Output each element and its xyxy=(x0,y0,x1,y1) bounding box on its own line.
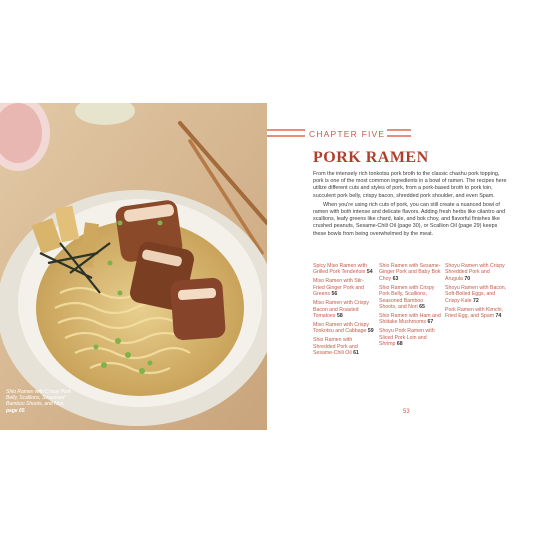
recipe-name: Shio Ramen with Ham and Shiitake Mushrooms xyxy=(379,313,441,326)
recipe-entry xyxy=(379,328,441,347)
recipe-page: 56 xyxy=(331,291,338,298)
caption-page-ref: page 65 xyxy=(6,407,25,414)
recipe-page: 58 xyxy=(336,313,343,320)
recipe-page: 74 xyxy=(495,313,502,320)
book-spread xyxy=(0,103,533,430)
recipe-page: 63 xyxy=(392,275,399,282)
recipe-page: 54 xyxy=(366,269,373,276)
recipe-entry xyxy=(445,307,507,320)
ramen-photo xyxy=(0,103,267,430)
recipe-column-2 xyxy=(379,263,441,350)
recipe-entry xyxy=(313,278,375,297)
recipe-page: 65 xyxy=(419,304,425,311)
recipe-entry xyxy=(445,285,507,304)
recipe-column-3 xyxy=(445,263,507,322)
recipe-name: Shio Ramen with Shredded Pork and Sesame-Chili Oil xyxy=(313,337,358,357)
recipe-name: Miso Ramen with Stir-Fried Ginger Pork and Greens xyxy=(313,278,365,298)
chapter-rule-top xyxy=(267,129,305,131)
intro-paragraph-2: When you're using rich cuts of pork, you can still create a nuanced bowl of ramen with both intense and delicate flavors. Adding fresh herbs like cilantro and scallions, leafy greens like chard, kale, and bok choy, and flavorful finishes like crushed peanuts, Sesame-Chili Oil (page 30), or Scallion Oil (page 29) keeps these bowls from being overwhelmed by the meat. xyxy=(313,201,506,237)
recipe-name: Shio Ramen with Sesame-Ginger Pork and Baby Bok Choy xyxy=(379,263,441,282)
chapter-label: CHAPTER FIVE xyxy=(309,129,386,139)
intro-text xyxy=(313,171,509,240)
recipe-name: Pork Ramen with Kimchi, Fried Egg, and Spam xyxy=(445,306,503,320)
ramen-bowl-illustration xyxy=(0,103,267,430)
chapter-title: PORK RAMEN xyxy=(313,149,429,166)
recipe-page: 59 xyxy=(367,328,374,335)
recipe-entry xyxy=(313,322,375,335)
chapter-rule-right-bottom xyxy=(387,135,411,137)
recipe-name: Shoyu Ramen with Crispy Shredded Pork and Arugula xyxy=(445,263,505,282)
recipe-name: Miso Ramen with Crispy Bacon and Roasted Tomatoes xyxy=(313,300,369,320)
text-page xyxy=(267,103,533,430)
chapter-rule-right-top xyxy=(387,129,411,131)
recipe-entry xyxy=(313,337,375,356)
recipe-page: 61 xyxy=(353,350,359,357)
recipe-column-1 xyxy=(313,263,375,359)
recipe-name: Shio Ramen with Crispy Pork Belly, Scallions, Seasoned Bamboo Shoots, and Nori xyxy=(379,284,435,311)
recipe-entry xyxy=(379,263,441,282)
recipe-entry xyxy=(379,313,441,326)
caption-text: Shio Ramen with Crispy Pork Belly, Scallions, Seasoned Bamboo Shoots, and Nori xyxy=(6,389,72,408)
recipe-page: 68 xyxy=(396,341,403,348)
photo-caption: Shio Ramen with Crispy Pork Belly, Scallions, Seasoned Bamboo Shoots, and Nori, page 65 xyxy=(6,389,72,414)
recipe-page: 72 xyxy=(472,297,479,304)
recipe-name: Spicy Miso Ramen with Grilled Pork Tenderloin xyxy=(313,263,367,276)
recipe-name: Miso Ramen with Crispy Tonkotsu and Cabbage xyxy=(313,322,369,335)
chapter-rule-bottom xyxy=(267,135,305,137)
recipe-entry xyxy=(313,300,375,319)
page-number: 53 xyxy=(403,409,410,415)
recipe-entry xyxy=(313,263,375,276)
recipe-page: 67 xyxy=(427,319,434,326)
recipe-entry xyxy=(445,263,507,282)
recipe-name: Shoyu Pork Ramen with Sliced Pork Loin and Shrimp xyxy=(379,328,435,348)
intro-paragraph-1: From the intensely rich tonkotsu pork broth to the classic chashu pork topping, pork is one of the most common ingredients in a bowl of ramen. The recipes here utilize different cuts and styles of pork, from a pork-based broth to pork loin, succulent pork belly, crispy bacon, shredded pork shoulder, and even Spam. xyxy=(313,171,507,199)
recipe-entry xyxy=(379,285,441,311)
recipe-name: Shoyu Ramen with Bacon, Soft-Boiled Eggs, and Crispy Kale xyxy=(445,284,507,304)
recipe-page: 70 xyxy=(464,275,471,282)
